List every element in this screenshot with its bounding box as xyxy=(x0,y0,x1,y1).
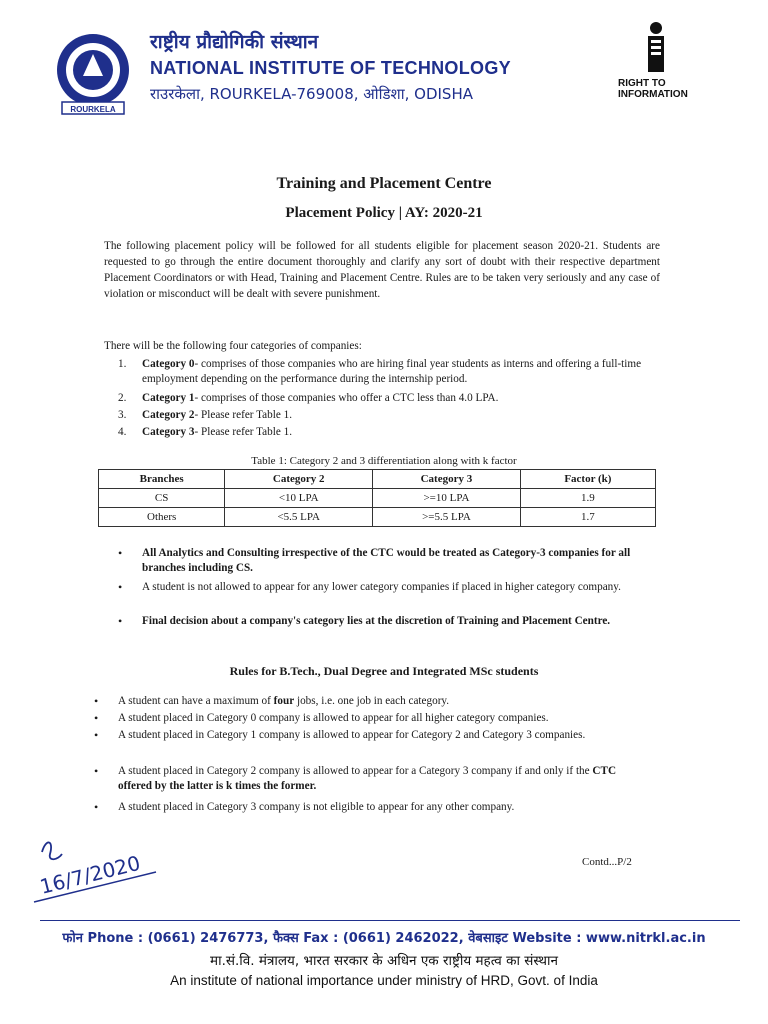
document-subtitle: Placement Policy | AY: 2020-21 xyxy=(285,205,483,221)
rule-item xyxy=(94,728,654,760)
continued-note: Contd...P/2 xyxy=(582,856,632,868)
table-cell: >=10 LPA xyxy=(373,489,521,508)
table-cell: <10 LPA xyxy=(225,489,373,508)
rule-item xyxy=(94,711,654,727)
table-header-cell: Category 3 xyxy=(373,470,521,489)
note-text: A student is not allowed to appear for any lower category companies if placed in higher category company. xyxy=(142,581,621,593)
footer-contact: फोन Phone : (0661) 2476773, फैक्स Fax : (0661) 2462022, वेबसाइट Website : www.nitrkl.ac.in xyxy=(62,931,706,946)
table-caption: Table 1: Category 2 and 3 differentiation along with k factor xyxy=(251,455,517,467)
note-item xyxy=(118,546,658,578)
category-text: - comprises of those companies who offer a CTC less than 4.0 LPA. xyxy=(194,392,499,404)
category-number: 2. xyxy=(118,392,127,404)
rule-text: A student can have a maximum of xyxy=(118,695,274,707)
note-bold: All Analytics and Consulting irrespective of the CTC would be treated as Category-3 companies for all branches including CS. xyxy=(142,547,631,574)
rti-line1: RIGHT TO xyxy=(618,78,666,89)
category-name: Category 3 xyxy=(142,426,195,438)
table-header-cell: Branches xyxy=(99,470,225,489)
rule-text: A student placed in Category 3 company is not eligible to appear for any other company. xyxy=(118,801,515,813)
bullet-icon: • xyxy=(118,546,123,560)
category-text: - comprises of those companies who are hiring final year students as interns and offering a full-time employment depending on the performance during the internship period. xyxy=(142,358,642,385)
categories-intro: There will be the following four categories of companies: xyxy=(104,340,362,352)
rule-item xyxy=(94,764,654,796)
category-name: Category 1 xyxy=(142,392,195,404)
rti-line2: INFORMATION xyxy=(618,89,688,100)
category-name: Category 0 xyxy=(142,358,195,370)
rule-text: A student placed in Category 0 company is allowed to appear for all higher category companies. xyxy=(118,712,549,724)
category-number: 1. xyxy=(118,358,127,370)
rule-text: jobs, i.e. one job in each category. xyxy=(294,695,450,707)
bullet-icon: • xyxy=(94,711,99,725)
rti-icon xyxy=(640,20,720,80)
bullet-icon: • xyxy=(118,580,123,594)
institute-hindi-name: राष्ट्रीय प्रौद्योगिकी संस्थान xyxy=(150,31,319,53)
bullet-icon: • xyxy=(94,764,99,778)
footer-english-line: An institute of national importance under ministry of HRD, Govt. of India xyxy=(170,973,598,988)
rule-bold: four xyxy=(273,695,295,707)
category-number: 4. xyxy=(118,426,127,438)
institute-address: राउरकेला, ROURKELA-769008, ओडिशा, ODISHA xyxy=(150,85,473,103)
rti-label xyxy=(618,78,688,100)
table-header-row xyxy=(99,470,656,489)
category-text: - Please refer Table 1. xyxy=(194,409,292,421)
bullet-icon: • xyxy=(94,694,99,708)
category-table xyxy=(98,469,656,527)
table-row xyxy=(99,508,656,527)
rule-item xyxy=(94,800,654,816)
intro-paragraph: The following placement policy will be followed for all students eligible for placement season 2020-21. Students are requested to go through the entire document thoroughly and clarify any sort of doubt with their respective department Placement Coordinators or with Head, Training and Placement Centre. Rules are to be taken very seriously and any case of violation or misconduct will be dealt with severe punishment. xyxy=(104,240,660,300)
rule-text: A student placed in Category 1 company is allowed to appear for Category 2 and Category 3 companies. xyxy=(118,729,586,741)
document-title: Training and Placement Centre xyxy=(276,175,492,192)
table-header-cell: Factor (k) xyxy=(520,470,655,489)
category-name: Category 2 xyxy=(142,409,195,421)
category-item xyxy=(104,425,664,441)
table-cell: <5.5 LPA xyxy=(225,508,373,527)
signature-date: 16/7/2020 xyxy=(37,850,143,899)
table-row xyxy=(99,489,656,508)
institute-name: NATIONAL INSTITUTE OF TECHNOLOGY xyxy=(150,58,511,78)
rule-item xyxy=(94,694,654,710)
note-item xyxy=(118,580,658,612)
table-header-cell: Category 2 xyxy=(225,470,373,489)
logo-text: ROURKELA xyxy=(70,105,116,114)
category-item xyxy=(104,391,664,407)
table-cell: 1.7 xyxy=(520,508,655,527)
bullet-icon: • xyxy=(118,614,123,628)
bullet-icon: • xyxy=(94,728,99,742)
note-bold: Final decision about a company's category lies at the discretion of Training and Placement Centre. xyxy=(142,615,611,627)
table-cell: Others xyxy=(99,508,225,527)
category-text: - Please refer Table 1. xyxy=(194,426,292,438)
note-item xyxy=(118,614,658,646)
category-number: 3. xyxy=(118,409,127,421)
table-cell: CS xyxy=(99,489,225,508)
category-item xyxy=(104,357,664,389)
rule-bold: CTC offered by the latter is k times the former. xyxy=(118,765,617,792)
footer-hindi-line: मा.सं.वि. मंत्रालय, भारत सरकार के अधिन एक राष्ट्रीय महत्व का संस्थान xyxy=(210,953,558,969)
nit-logo-icon xyxy=(48,28,138,118)
table-cell: >=5.5 LPA xyxy=(373,508,521,527)
footer-divider xyxy=(40,920,740,921)
category-item xyxy=(104,408,664,424)
table-cell: 1.9 xyxy=(520,489,655,508)
handwritten-signature xyxy=(28,832,168,907)
rules-heading: Rules for B.Tech., Dual Degree and Integrated MSc students xyxy=(229,664,539,678)
rule-text: A student placed in Category 2 company is allowed to appear for a Category 3 company if and only if the xyxy=(118,765,593,777)
bullet-icon: • xyxy=(94,800,99,814)
